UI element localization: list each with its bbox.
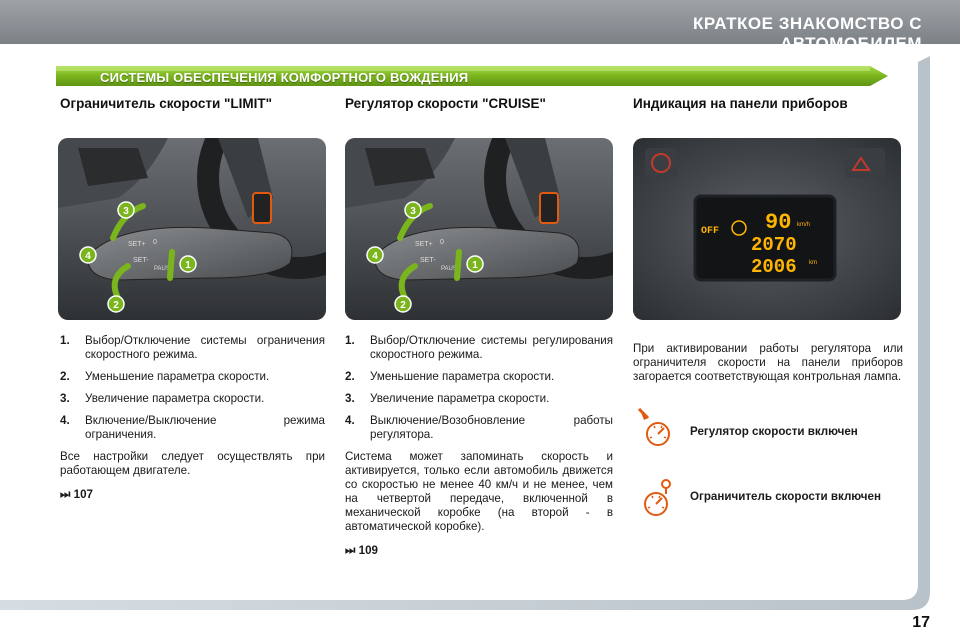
callout-4: 4 (85, 251, 91, 262)
stalk-zero-label: 0 (440, 239, 444, 246)
stalk-set-minus-label: SET- (420, 257, 436, 264)
instrument-panel-photo (633, 138, 901, 320)
limit-on-label: Ограничитель скорости включен (690, 490, 881, 503)
cruise-page-ref[interactable]: ⏭ 109 (345, 544, 378, 557)
callout-2: 2 (400, 300, 406, 311)
section-banner: СИСТЕМЫ ОБЕСПЕЧЕНИЯ КОМФОРТНОГО ВОЖДЕНИЯ (100, 70, 469, 85)
limiter-stalk-photo (58, 138, 326, 320)
limiter-note: Все настройки следует осуществлять при работающем двигателе. (60, 450, 325, 477)
cruise-note: Система может запоминать скорость и активируется, только если автомобиль движется со скоростью не менее 40 км/ч и не менее, чем на четвертой передаче, включенной в механической коробке (на второй - в автоматической коробке). (345, 450, 613, 533)
cruise-on-label: Регулятор скорости включен (690, 425, 858, 438)
cruise-list (345, 334, 613, 558)
limiter-indicator-icon (636, 476, 676, 520)
list-item: 3. Увеличение параметра скорости. (345, 392, 550, 405)
display-speed-unit: km/h (797, 222, 811, 228)
page-ref-icon: ⏭ (60, 488, 74, 501)
stalk-set-minus-label: SET- (133, 257, 149, 264)
callout-3: 3 (410, 206, 416, 217)
list-item: 2. Уменьшение параметра скорости. (345, 370, 555, 383)
callout-3: 3 (123, 206, 129, 217)
callout-2: 2 (113, 300, 119, 311)
page-title: КРАТКОЕ ЗНАКОМСТВО С АВТОМОБИЛЕМ (693, 14, 922, 53)
display-speed: 90 (765, 210, 792, 235)
list-item: 4. Включение/Выключение режима ограничения. (60, 414, 325, 441)
list-item: 3. Увеличение параметра скорости. (60, 392, 265, 405)
callout-1: 1 (185, 260, 191, 271)
limiter-list (60, 334, 325, 502)
display-status: OFF (701, 226, 720, 237)
list-item: 4. Выключение/Возобновление работы регулятора. (345, 414, 613, 441)
list-item: 1. Выбор/Отключение системы регулирования скоростного режима. (345, 334, 613, 361)
stalk-set-plus-label: SET+ (128, 241, 146, 248)
page-number: 17 (912, 614, 930, 631)
limiter-heading: Ограничитель скорости "LIMIT" (60, 96, 273, 111)
list-item: 1. Выбор/Отключение системы ограничения скоростного режима. (60, 334, 325, 361)
cruise-stalk-photo (345, 138, 613, 320)
panel-heading: Индикация на панели приборов (633, 96, 848, 111)
panel-text-block (633, 340, 903, 384)
stalk-pause-label: PAUSE (154, 266, 174, 272)
display-odo-unit: km (809, 260, 817, 266)
list-item: 2. Уменьшение параметра скорости. (60, 370, 270, 383)
display-odo2: 2006 (751, 256, 797, 278)
page-ref-icon: ⏭ (345, 544, 359, 557)
stalk-set-plus-label: SET+ (415, 241, 433, 248)
limiter-page-ref[interactable]: ⏭ 107 (60, 488, 93, 501)
callout-4: 4 (372, 251, 378, 262)
cruise-indicator-icon (636, 406, 676, 450)
display-odo1: 2070 (751, 234, 797, 256)
stalk-pause-label: PAUSE (441, 266, 461, 272)
stalk-zero-label: 0 (153, 239, 157, 246)
panel-description: При активировании работы регулятора или ограничителя скорости на панели приборов загорается соответствующая контрольная лампа. (633, 342, 903, 383)
callout-1: 1 (472, 260, 478, 271)
cruise-heading: Регулятор скорости "CRUISE" (345, 96, 546, 111)
